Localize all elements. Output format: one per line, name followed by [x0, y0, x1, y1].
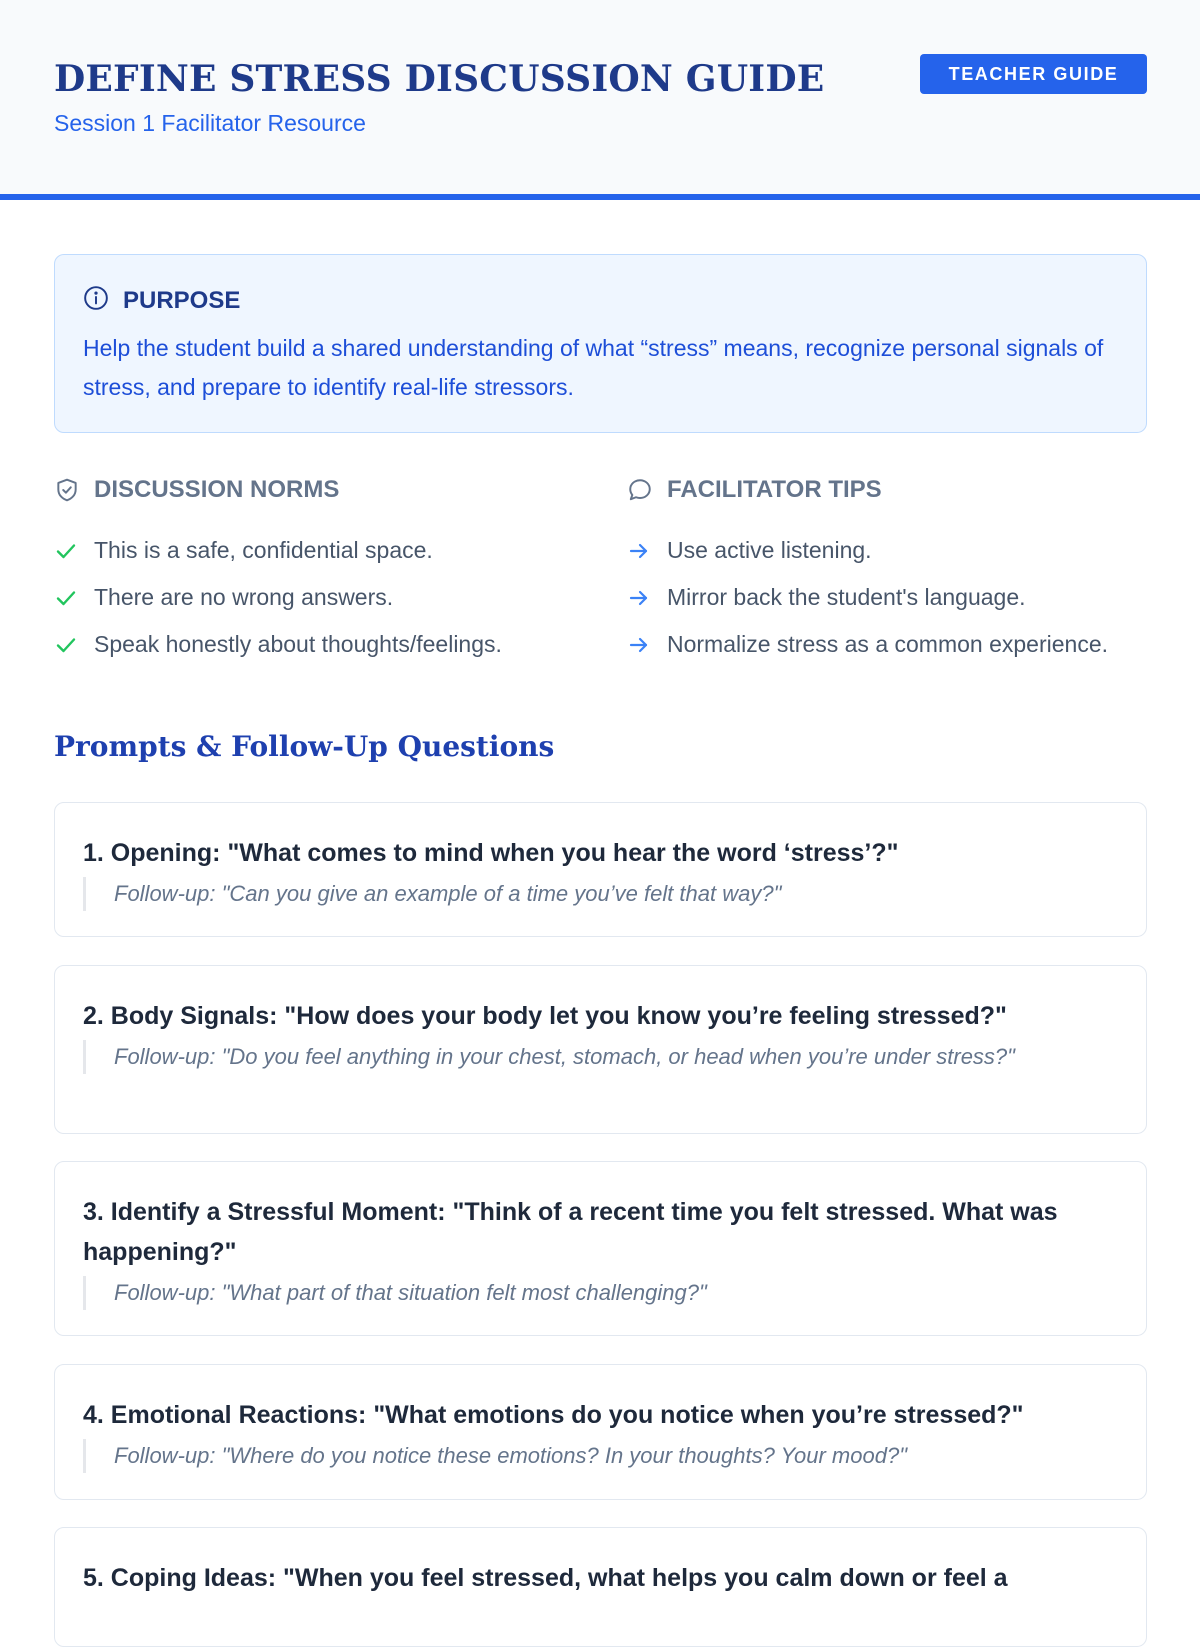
prompt-question: 2. Body Signals: "How does your body let you know you’re feeling stressed?" [83, 1002, 1007, 1030]
purpose-text: Help the student build a shared understanding of what “stress” means, recognize personal signals of stress, and prepare to identify real-life stressors. [83, 335, 1104, 400]
list-item: Speak honestly about thoughts/feelings. [54, 621, 502, 668]
purpose-heading [83, 285, 240, 316]
list-item: Mirror back the student's language. [627, 574, 1108, 621]
discussion-norms-list [54, 527, 502, 668]
check-icon [54, 586, 78, 610]
prompt-followup: Follow-up: "What part of that situation felt most challenging?" [83, 1276, 1118, 1310]
info-icon [83, 285, 123, 316]
discussion-norms-label: DISCUSSION NORMS [94, 476, 340, 503]
prompt-followup: Follow-up: "Where do you notice these emotions? In your thoughts? Your mood?" [83, 1439, 1118, 1473]
prompt-question: 1. Opening: "What comes to mind when you hear the word ‘stress’?" [83, 839, 899, 867]
prompt-card [54, 1161, 1147, 1336]
speech-bubble-icon [627, 477, 667, 503]
prompt-card [54, 1527, 1147, 1647]
prompt-question: 4. Emotional Reactions: "What emotions do you notice when you’re stressed?" [83, 1401, 1024, 1429]
prompt-followup: Follow-up: "Do you feel anything in your chest, stomach, or head when you’re under stress?" [83, 1040, 1118, 1074]
prompt-question: 5. Coping Ideas: "When you feel stressed, what helps you calm down or feel a [83, 1564, 1008, 1592]
list-item: Use active listening. [627, 527, 1108, 574]
discussion-norms-heading [54, 476, 339, 504]
prompt-card [54, 965, 1147, 1134]
prompt-card [54, 1364, 1147, 1500]
purpose-label: PURPOSE [123, 286, 241, 314]
prompt-question: 3. Identify a Stressful Moment: "Think of a recent time you felt stressed. What was happening?" [83, 1198, 1058, 1266]
list-item: Normalize stress as a common experience. [627, 621, 1108, 668]
teacher-guide-badge: TEACHER GUIDE [920, 54, 1147, 94]
check-icon [54, 633, 78, 657]
prompts-section-title: Prompts & Follow-Up Questions [54, 730, 555, 763]
check-icon [54, 539, 78, 563]
facilitator-tips-label: FACILITATOR TIPS [667, 476, 882, 503]
list-item: There are no wrong answers. [54, 574, 502, 621]
purpose-box [54, 254, 1147, 433]
arrow-right-icon [627, 586, 651, 610]
page-title: DEFINE STRESS DISCUSSION GUIDE [54, 58, 825, 100]
facilitator-tips-list [627, 527, 1108, 668]
shield-check-icon [54, 477, 94, 503]
arrow-right-icon [627, 539, 651, 563]
prompt-card [54, 802, 1147, 937]
page-subtitle: Session 1 Facilitator Resource [54, 110, 366, 136]
prompt-followup: Follow-up: "Can you give an example of a time you’ve felt that way?" [83, 877, 1118, 911]
arrow-right-icon [627, 633, 651, 657]
list-item: This is a safe, confidential space. [54, 527, 502, 574]
facilitator-tips-heading [627, 476, 882, 504]
page-header [0, 0, 1200, 200]
